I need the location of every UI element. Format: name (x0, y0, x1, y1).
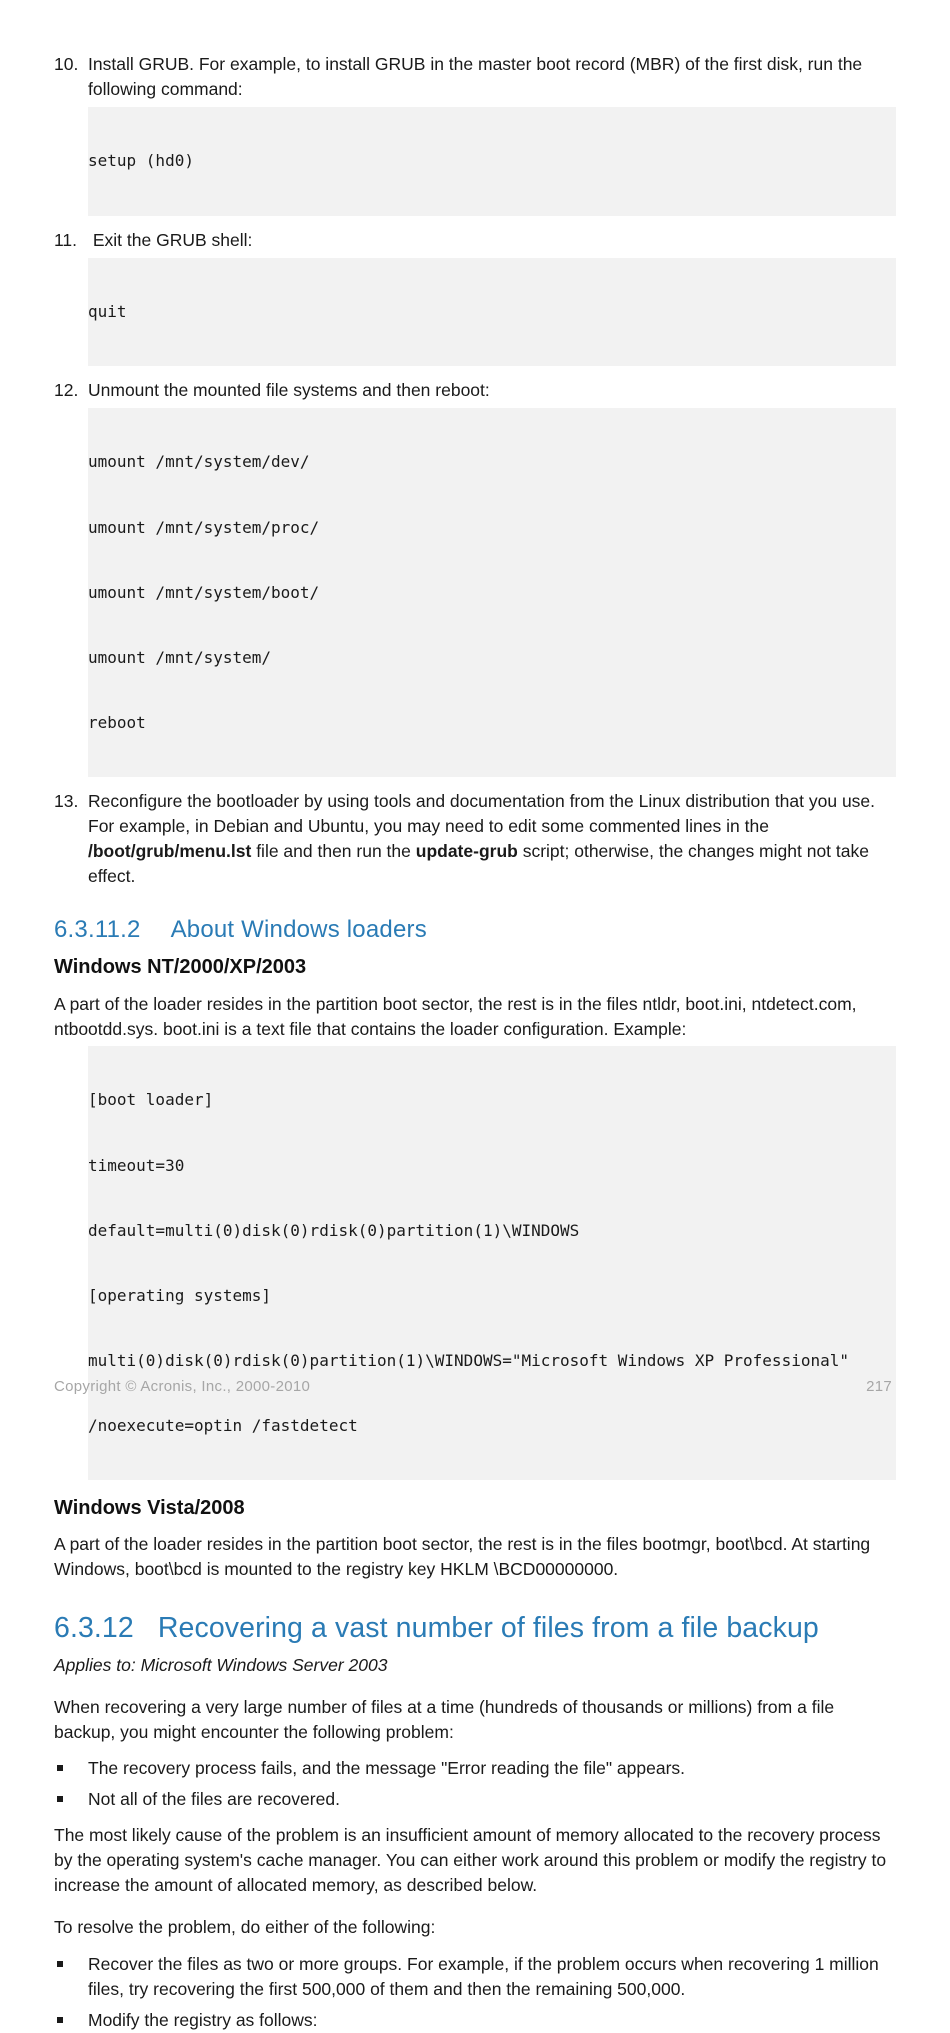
section-number: 6.3.11.2 (54, 915, 141, 943)
paragraph-vista-loader: A part of the loader resides in the partition boot sector, the rest is in the files bootmgr, boot\bcd. At starting Windows, boot\bcd is mounted to the registry key HKLM \BCD00000000. (54, 1534, 871, 1580)
code-block-boot-ini (88, 1046, 896, 1480)
bullet-square-icon (57, 1765, 63, 1771)
step-text: Exit the GRUB shell: (88, 229, 253, 250)
section-number: 6.3.12 (54, 1612, 134, 1645)
list-item-text: Recover the files as two or more groups. For example, if the problem occurs when recovering 1 million files, try recovering the first 500,000 of them and then the remaining 500,000. (88, 1954, 879, 2000)
copyright-text: Copyright © Acronis, Inc., 2000-2010 (54, 1378, 311, 1395)
section-heading-windows-loaders (54, 916, 896, 944)
paragraph-nt-loader: A part of the loader resides in the partition boot sector, the rest is in the files ntldr, boot.ini, ntdetect.com, ntbootdd.sys. boot.ini is a text file that contains the loader configuration. Example: (54, 993, 857, 1039)
step-text-part: Reconfigure the bootloader by using tools and documentation from the Linux distribution that you use. For example, in Debian and Ubuntu, you may need to edit some commented lines in the (88, 790, 876, 836)
list-item (54, 1787, 896, 1812)
code-line: umount /mnt/system/ (88, 647, 272, 667)
code-line: umount /mnt/system/boot/ (88, 582, 320, 602)
page-footer (54, 1378, 892, 1395)
bullet-square-icon (57, 1796, 63, 1802)
list-item-text: The recovery process fails, and the message "Error reading the file" appears. (88, 1758, 686, 1779)
step-number: 13. (54, 790, 79, 811)
step-11 (54, 228, 896, 253)
code-line: timeout=30 (88, 1155, 185, 1175)
code-line: umount /mnt/system/proc/ (88, 517, 320, 537)
step-number: 10. (54, 54, 79, 74)
script-name: update-grub (415, 840, 518, 861)
code-line: multi(0)disk(0)rdisk(0)partition(1)\WINDOWS="Microsoft Windows XP Professional" (88, 1350, 849, 1370)
subheading-windows-nt: Windows NT/2000/XP/2003 (54, 955, 307, 978)
list-item-text: Not all of the files are recovered. (88, 1789, 340, 1810)
step-text-part: file and then run the (251, 840, 416, 861)
list-item-text: Modify the registry as follows: (88, 2010, 318, 2031)
paragraph-cause: The most likely cause of the problem is an insufficient amount of memory allocated to the recovery process by the operating system's cache manager. You can either work around this problem or modify the registry to increase the amount of allocated memory, as described below. (54, 1825, 887, 1896)
step-text-part: script; otherwise, the changes might not take effect. (88, 840, 869, 886)
problem-list (54, 1756, 896, 1812)
file-path: /boot/grub/menu.lst (88, 840, 252, 861)
bullet-square-icon (57, 1961, 63, 1967)
code-line: setup (hd0) (88, 151, 194, 171)
code-block-setup (88, 107, 896, 216)
code-line: umount /mnt/system/dev/ (88, 452, 310, 472)
section-heading-recovering (54, 1612, 896, 1645)
document-page (54, 52, 896, 2033)
section-title: About Windows loaders (170, 915, 427, 943)
step-text: Install GRUB. For example, to install GRUB in the master boot record (MBR) of the first disk, run the following command: (88, 54, 863, 99)
code-line: default=multi(0)disk(0)rdisk(0)partition(1)\WINDOWS (88, 1220, 580, 1240)
step-10 (54, 52, 896, 102)
step-12 (54, 378, 896, 403)
step-text: Unmount the mounted file systems and then reboot: (88, 380, 490, 401)
resolution-list (54, 1952, 896, 2033)
step-13 (54, 789, 896, 889)
list-item (54, 1952, 896, 2002)
code-line: quit (88, 301, 127, 321)
code-line: /noexecute=optin /fastdetect (88, 1415, 358, 1435)
step-text (88, 789, 896, 889)
step-number: 12. (54, 380, 79, 401)
page-number: 217 (866, 1378, 892, 1395)
step-number: 11. (54, 229, 78, 250)
list-item (54, 2008, 896, 2033)
list-item (54, 1756, 896, 1781)
applies-to-note: Applies to: Microsoft Windows Server 2003 (54, 1655, 388, 1676)
paragraph-intro: When recovering a very large number of files at a time (hundreds of thousands or millions) from a file backup, you might encounter the following problem: (54, 1697, 835, 1743)
section-title: Recovering a vast number of files from a file backup (157, 1612, 819, 1645)
code-line: reboot (88, 712, 146, 732)
bullet-square-icon (57, 2017, 63, 2023)
subheading-windows-vista: Windows Vista/2008 (54, 1497, 245, 1520)
code-block-umount (88, 408, 896, 777)
code-block-quit (88, 258, 896, 367)
paragraph-resolve-intro: To resolve the problem, do either of the following: (54, 1917, 436, 1938)
code-line: [boot loader] (88, 1090, 214, 1110)
code-line: [operating systems] (88, 1285, 272, 1305)
